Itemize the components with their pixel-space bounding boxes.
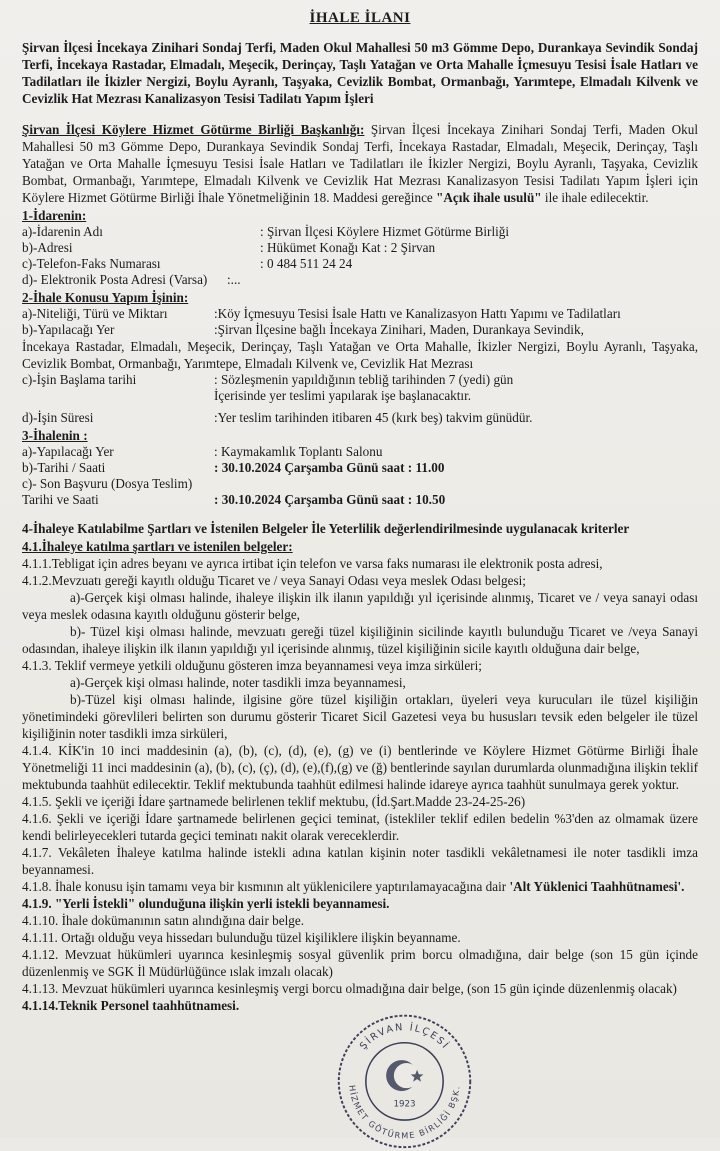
row-value: :Şirvan İlçesine bağlı İncekaya Zinihari, Maden, Durankaya Sevindik, bbox=[214, 322, 584, 337]
item-4-1-11: 4.1.11. Ortağı olduğu veya hissedarı bulunduğu tüzel kişiliklere ilişkin beyanname. bbox=[22, 930, 461, 945]
row-label: a)-Niteliği, Türü ve Miktarı bbox=[22, 306, 168, 321]
item-4-1-8 bbox=[22, 878, 698, 895]
row-label: a)-İdarenin Adı bbox=[22, 224, 103, 239]
item-4-1-2: 4.1.2.Mevzuatı gereği kayıtlı olduğu Ticaret ve / veya Sanayi Odası veya meslek Odası belgesi; bbox=[22, 573, 526, 588]
row-label: b)-Yapılacağı Yer bbox=[22, 322, 115, 337]
item-4-1-4: 4.1.4. KİK'in 10 inci maddesinin (a), (b), (c), (d), (e), (g) ve (i) bentlerinde ve Köylere Hizmet Götürme Birliği İhale Yönetmeliği 11 inci maddesinin (a), (b), (c), (ç), (d), (e),(f),(g) ve (ğ) bentlerinde sayılan durumlarda olunmadığına ilişkin teklif mektubunda taahhüt edilecektir. Teklif mektubunda taahhüt edilmesi halinde idareye ayrıca taahhüt sunulmaya gerek yoktur. bbox=[22, 743, 698, 792]
stamp-year: 1923 bbox=[393, 1099, 416, 1110]
row-value: : Sözleşmenin yapıldığının tebliğ tarihinden 7 (yedi) gün bbox=[214, 372, 514, 387]
stamp-top-text: ŞİRVAN İLÇESİ bbox=[357, 1021, 452, 1052]
item-4-1-3: 4.1.3. Teklif vermeye yetkili olduğunu gösteren imza beyannamesi veya imza sirküleri; bbox=[22, 658, 482, 673]
item-4-1-3-a: a)-Gerçek kişi olması halinde, noter tasdikli imza beyannamesi, bbox=[70, 675, 406, 690]
section-2-heading: 2-İhale Konusu Yapım İşinin: bbox=[22, 290, 189, 305]
section-2-row bbox=[22, 306, 698, 322]
item-4-1-10: 4.1.10. İhale dokümanının satın alındığına dair belge. bbox=[22, 913, 304, 928]
item-4-1-6: 4.1.6. Şekli ve içeriği İdare şartnamede belirlenen geçici teminat, (istekliler teklif edilen bedelin %3'den az olmamak üzere kendi belirleyecekleri tutarda geçici teminatı nakit olarak vereceklerdir. bbox=[22, 811, 698, 843]
item-4-1-2-b: b)- Tüzel kişi olması halinde, mevzuatı gereği tüzel kişiliğinin sicilinde kayıtlı bulunduğu Ticaret ve /veya Sanayi odasından, ihaleye ilişkin ilk ilanın yapıldığı yıl içerisinde alınmış, tüzel kişiliğinin sicile kayıtlı olduğuna dair belge, bbox=[22, 624, 698, 656]
item-4-1-1: 4.1.1.Tebligat için adres beyanı ve ayrıca irtibat için telefon ve varsa faks numarası ile elektronik posta adresi, bbox=[22, 556, 603, 571]
item-4-1-7: 4.1.7. Vekâleten İhaleye katılma halinde istekli adına katılan kişinin noter tasdikli vekâletnamesi ile noter tasdikli imza beyannamesi. bbox=[22, 845, 698, 877]
row-value: :Yer teslim tarihinden itibaren 45 (kırk beş) takvim günüdür. bbox=[214, 410, 533, 425]
official-stamp bbox=[332, 1006, 477, 1151]
section-3-row bbox=[22, 476, 698, 492]
section-1-row bbox=[22, 272, 698, 288]
section-2-row bbox=[22, 388, 698, 404]
page-title: İHALE İLANI bbox=[309, 10, 411, 26]
row-label: d)- Elektronik Posta Adresi (Varsa) bbox=[22, 272, 208, 287]
intro-paragraph: Şirvan İlçesi İncekaya Zinihari Sondaj Terfi, Maden Okul Mahallesi 50 m3 Gömme Depo, Durankaya Sevindik Sondaj Terfi, İncekaya Rastadar, Elmadalı, Meşecik, Derinçay, Taşlı Yatağan ve Orta Mahalle İçmesuyu Tesisi İsale Hatları ve Tadilatları ile İkizler Nergizi, Boylu Ayranlı, Taşyaka, Cevizlik Bombat, Ormanbağı, Yarımtepe, Elmadalı Kilvenk ve Cevizlik Hat Mezrası Kanalizasyon Tesisi Tadilatı Yapım İşleri bbox=[22, 40, 698, 106]
section-4-heading: 4-İhaleye Katılabilme Şartları ve İstenilen Belgeler İle Yeterlilik değerlendirilmesinde uygulanacak kriterler bbox=[22, 521, 630, 536]
row-value: : 0 484 511 24 24 bbox=[260, 256, 353, 271]
row-value: : Hükümet Konağı Kat : 2 Şirvan bbox=[260, 240, 436, 255]
main-paragraph-body: Şirvan İlçesi İncekaya Zinihari Sondaj Terfi, Maden Okul Mahallesi 50 m3 Gömme Depo, Durankaya Sevindik Sondaj Terfi, İncekaya Rastadar, Elmadalı, Meşecik, Derinçay, Taşlı Yatağan ve Orta Mahalle İçmesuyu Tesisi İsale Hatları ve Tadilatları ile İkizler Nergizi, Boylu Ayranlı, Taşyaka, Cevizlik Bombat, Ormanbağı, Yarımtepe, Elmadalı Kilvenk ve Cevizlik Hat Mezrası Kanalizasyon Tesisi Tadilatı Yapım İşleri için Köylere Hizmet Götürme Birliği İhale Yönetmeliğinin 18. Maddesi gereğince bbox=[22, 122, 698, 205]
item-4-1-8-text: 4.1.8. İhale konusu işin tamamı veya bir kısmının alt yüklenicilere yaptırılamayacağına dair bbox=[22, 879, 510, 894]
row-label: c)-İşin Başlama tarihi bbox=[22, 372, 137, 387]
crescent-star-icon bbox=[386, 1060, 423, 1091]
row-label: a)-Yapılacağı Yer bbox=[22, 444, 114, 459]
row-label: Tarihi ve Saati bbox=[22, 492, 99, 507]
row-label: d)-İşin Süresi bbox=[22, 410, 94, 425]
section-3-row bbox=[22, 492, 698, 508]
item-4-1-2-a: a)-Gerçek kişi olması halinde, ihaleye ilişkin ilk ilanın yapıldığı yıl içerisinde alınmış, Ticaret ve / veya sanayi odası veya meslek odasına kayıtlı olduğunu gösterir belge, bbox=[22, 590, 698, 622]
section-3-row bbox=[22, 460, 698, 476]
main-paragraph bbox=[22, 121, 698, 206]
section-2-row bbox=[22, 322, 698, 338]
section-4-subheading: 4.1.İhaleye katılma şartları ve istenilen belgeler: bbox=[22, 539, 293, 554]
section-3-heading: 3-İhalenin : bbox=[22, 428, 88, 443]
item-4-1-14: 4.1.14.Teknik Personel taahhütnamesi. bbox=[22, 998, 240, 1013]
row-value: : Kaymakamlık Toplantı Salonu bbox=[214, 444, 383, 459]
section-3-row bbox=[22, 444, 698, 460]
section-2-row bbox=[22, 410, 698, 426]
location-list: İncekaya Rastadar, Elmadalı, Meşecik, Derinçay, Taşlı Yatağan ve Orta Mahalle, İkizler Nergizi, Boylu Ayranlı, Taşyaka, Cevizlik Bombat, Ormanbağı, Yarımtepe, Elmadalı Kilvenk ve, Cevizlik Hat Mezrası bbox=[22, 339, 698, 371]
row-value: : Şirvan İlçesi Köylere Hizmet Götürme Birliği bbox=[260, 224, 510, 239]
main-paragraph-lead: Şirvan İlçesi Köylere Hizmet Götürme Birliği Başkanlığı: bbox=[22, 122, 365, 137]
section-1-row bbox=[22, 224, 698, 240]
section-1-row bbox=[22, 240, 698, 256]
section-1-row bbox=[22, 256, 698, 272]
row-label: c)-Telefon-Faks Numarası bbox=[22, 256, 161, 271]
item-4-1-8-emphasis: 'Alt Yüklenici Taahhütnamesi'. bbox=[509, 879, 685, 894]
row-value: :Köy İçmesuyu Tesisi İsale Hattı ve Kanalizasyon Hattı Yapımı ve Tadilatları bbox=[214, 306, 621, 321]
row-label: b)-Adresi bbox=[22, 240, 73, 255]
item-4-1-9: 4.1.9. "Yerli İstekli" olunduğuna ilişkin yerli istekli beyannamesi. bbox=[22, 896, 390, 911]
item-4-1-12: 4.1.12. Mevzuat hükümleri uyarınca kesinleşmiş sosyal güvenlik prim borcu olmadığına, dair belge (son 15 gün içinde düzenlenmiş ve SGK İl Müdürlüğünce ıslak imzalı olacak) bbox=[22, 947, 698, 979]
item-4-1-5: 4.1.5. Şekli ve içeriği İdare şartnamede belirlenen teklif mektubu, (İd.Şart.Madde 23-24-25-26) bbox=[22, 794, 526, 809]
stamp-bottom-text: HİZMET GÖTÜRME BİRLİĞİ BŞK. bbox=[347, 1084, 462, 1141]
row-value: : 30.10.2024 Çarşamba Günü saat : 11.00 bbox=[214, 460, 445, 475]
main-paragraph-tail: ile ihale edilecektir. bbox=[541, 190, 649, 205]
row-label: c)- Son Başvuru (Dosya Teslim) bbox=[22, 476, 193, 491]
row-value: : 30.10.2024 Çarşamba Günü saat : 10.50 bbox=[214, 492, 446, 507]
row-value: İçerisinde yer teslimi yapılarak işe başlanacaktır. bbox=[214, 388, 472, 403]
section-1-heading: 1-İdarenin: bbox=[22, 208, 87, 223]
main-paragraph-quote: "Açık ihale usulü" bbox=[436, 190, 542, 205]
item-4-1-13: 4.1.13. Mevzuat hükümleri uyarınca kesinleşmiş vergi borcu olmadığına dair belge, (son 15 gün içinde düzenlenmiş olacak) bbox=[22, 981, 677, 996]
row-value: :... bbox=[227, 272, 241, 287]
section-2-row bbox=[22, 372, 698, 388]
item-4-1-3-b: b)-Tüzel kişi olması halinde, ilgisine göre tüzel kişiliğin ortakları, üyeleri veya kurucuları ile tüzel kişiliğin yönetimindeki görevlileri belirten son durumu gösterir Ticaret Sicil Gazetesi veya bu hususları tevsik eden belgeler ile tüzel kişiliğinin noter tasdikli imza sirküleri, bbox=[22, 692, 698, 741]
row-label: b)-Tarihi / Saati bbox=[22, 460, 106, 475]
